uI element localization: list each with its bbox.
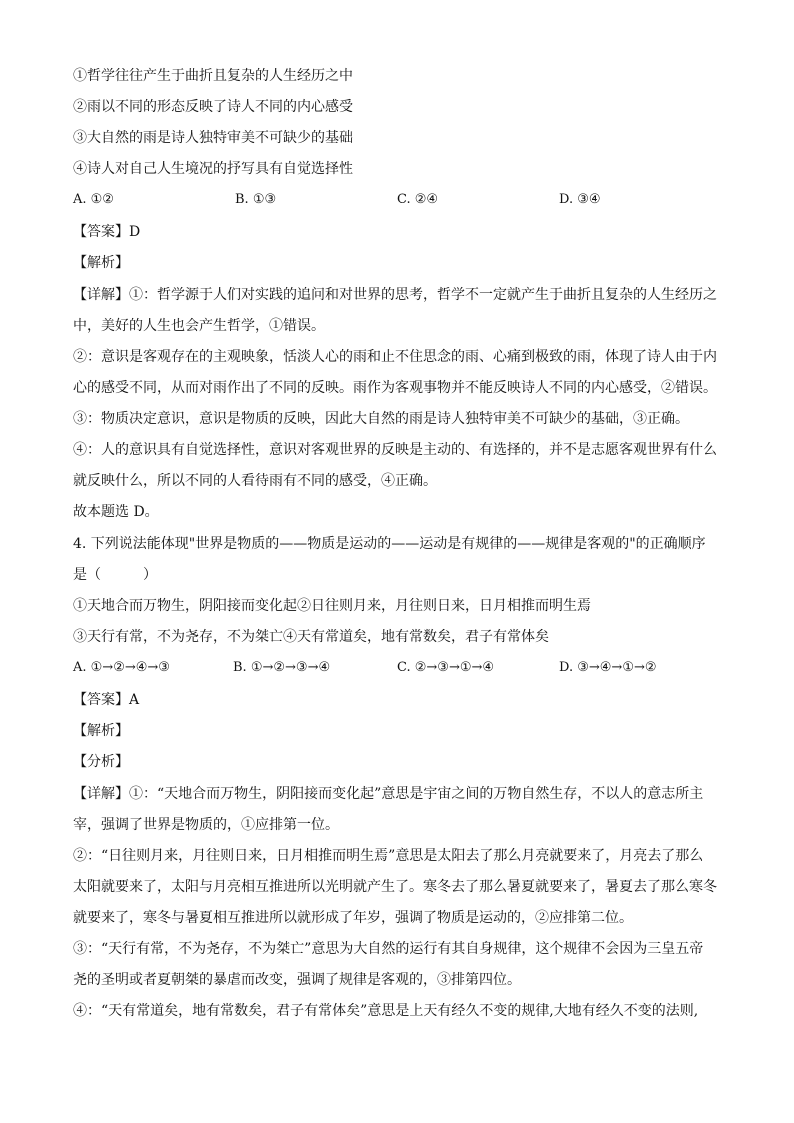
q4-option-b: B. ①→②→③→④ xyxy=(233,660,331,675)
q4-detail-line-5: 就要来了，寒冬与暑夏相互推进所以就形成了年岁，强调了物质是运动的，②应排第二位。 xyxy=(73,910,633,926)
q4-detail-line-3: ②：“日往则月来，月往则日来，日月相推而明生焉”意思是太阳去了那么月亮就要来了，月亮去了那么 xyxy=(73,848,704,864)
q4-detail-line-6: ③：“天行有常，不为尧存，不为桀亡”意思为大自然的运行有其自身规律，这个规律不会因为三皇五帝 xyxy=(73,941,704,957)
q4-stem-line-1: 4. 下列说法能体现"世界是物质的——物质是运动的——运动是有规律的——规律是客观的"的正确顺序 xyxy=(73,536,706,552)
q4-detail-line-1: 【详解】①：“天地合而万物生，阴阳接而变化起”意思是宇宙之间的万物自然生存，不以人的意志所主 xyxy=(73,786,704,802)
q4-options xyxy=(73,658,713,678)
q3-detail-line-8: 故本题选 D。 xyxy=(73,504,159,520)
q4-analysis-label: 【解析】 xyxy=(73,723,129,739)
q3-option-c: C. ②④ xyxy=(397,192,439,207)
q4-stem-line-2: 是（ ） xyxy=(73,567,157,583)
q4-statement-2: ③天行有常，不为尧存，不为桀亡④天有常道矣，地有常数矣，君子有常体矣 xyxy=(73,629,549,645)
q3-statement-2: ②雨以不同的形态反映了诗人不同的内心感受 xyxy=(73,99,353,115)
q4-detail-line-4: 太阳就要来了，太阳与月亮相互推进所以光明就产生了。寒冬去了那么暑夏就要来了，暑夏去了那么寒冬 xyxy=(73,879,717,895)
q4-detail-line-7: 尧的圣明或者夏朝桀的暴虐而改变，强调了规律是客观的，③排第四位。 xyxy=(73,972,521,988)
q4-statement-1: ①天地合而万物生，阴阳接而变化起②日往则月来，月往则日来，日月相推而明生焉 xyxy=(73,598,591,614)
q3-option-d: D. ③④ xyxy=(559,192,601,207)
q4-option-d: D. ③→④→①→② xyxy=(559,660,657,675)
q3-detail-line-5: ③：物质决定意识，意识是物质的反映，因此大自然的雨是诗人独特审美不可缺少的基础，③正确。 xyxy=(73,411,689,427)
q3-detail-line-7: 就反映什么，所以不同的人看待雨有不同的感受，④正确。 xyxy=(73,473,437,489)
q3-detail-line-1: 【详解】①：哲学源于人们对实践的追问和对世界的思考，哲学不一定就产生于曲折且复杂的人生经历之 xyxy=(73,287,717,303)
q3-statement-4: ④诗人对自己人生境况的抒写具有自觉选择性 xyxy=(73,161,353,177)
q3-detail-line-4: 心的感受不同，从而对雨作出了不同的反映。雨作为客观事物并不能反映诗人不同的内心感受，②错误。 xyxy=(73,380,717,396)
q3-answer: 【答案】D xyxy=(73,224,141,240)
q3-analysis-label: 【解析】 xyxy=(73,255,129,271)
q4-detail-line-8: ④：“天有常道矣，地有常数矣，君子有常体矣”意思是上天有经久不变的规律,大地有经久不变的法则, xyxy=(73,1003,699,1019)
q4-analysis-sub-label: 【分析】 xyxy=(73,754,129,770)
q3-options xyxy=(73,190,673,210)
q4-detail-line-2: 宰，强调了世界是物质的，①应排第一位。 xyxy=(73,817,339,833)
q3-option-a: A. ①② xyxy=(73,192,114,207)
q3-statement-1: ①哲学往往产生于曲折且复杂的人生经历之中 xyxy=(73,68,353,84)
q4-option-c: C. ②→③→①→④ xyxy=(397,660,495,675)
q3-option-b: B. ①③ xyxy=(235,192,277,207)
q3-statement-3: ③大自然的雨是诗人独特审美不可缺少的基础 xyxy=(73,130,353,146)
q3-detail-line-2: 中，美好的人生也会产生哲学，①错误。 xyxy=(73,318,325,334)
q3-detail-line-3: ②：意识是客观存在的主观映象，恬淡人心的雨和止不住思念的雨、心痛到极致的雨，体现了诗人由于内 xyxy=(73,349,717,365)
q4-answer: 【答案】A xyxy=(73,692,140,708)
q3-detail-line-6: ④：人的意识具有自觉选择性，意识对客观世界的反映是主动的、有选择的，并不是志愿客观世界有什么 xyxy=(73,442,717,458)
q4-option-a: A. ①→②→④→③ xyxy=(73,660,170,675)
